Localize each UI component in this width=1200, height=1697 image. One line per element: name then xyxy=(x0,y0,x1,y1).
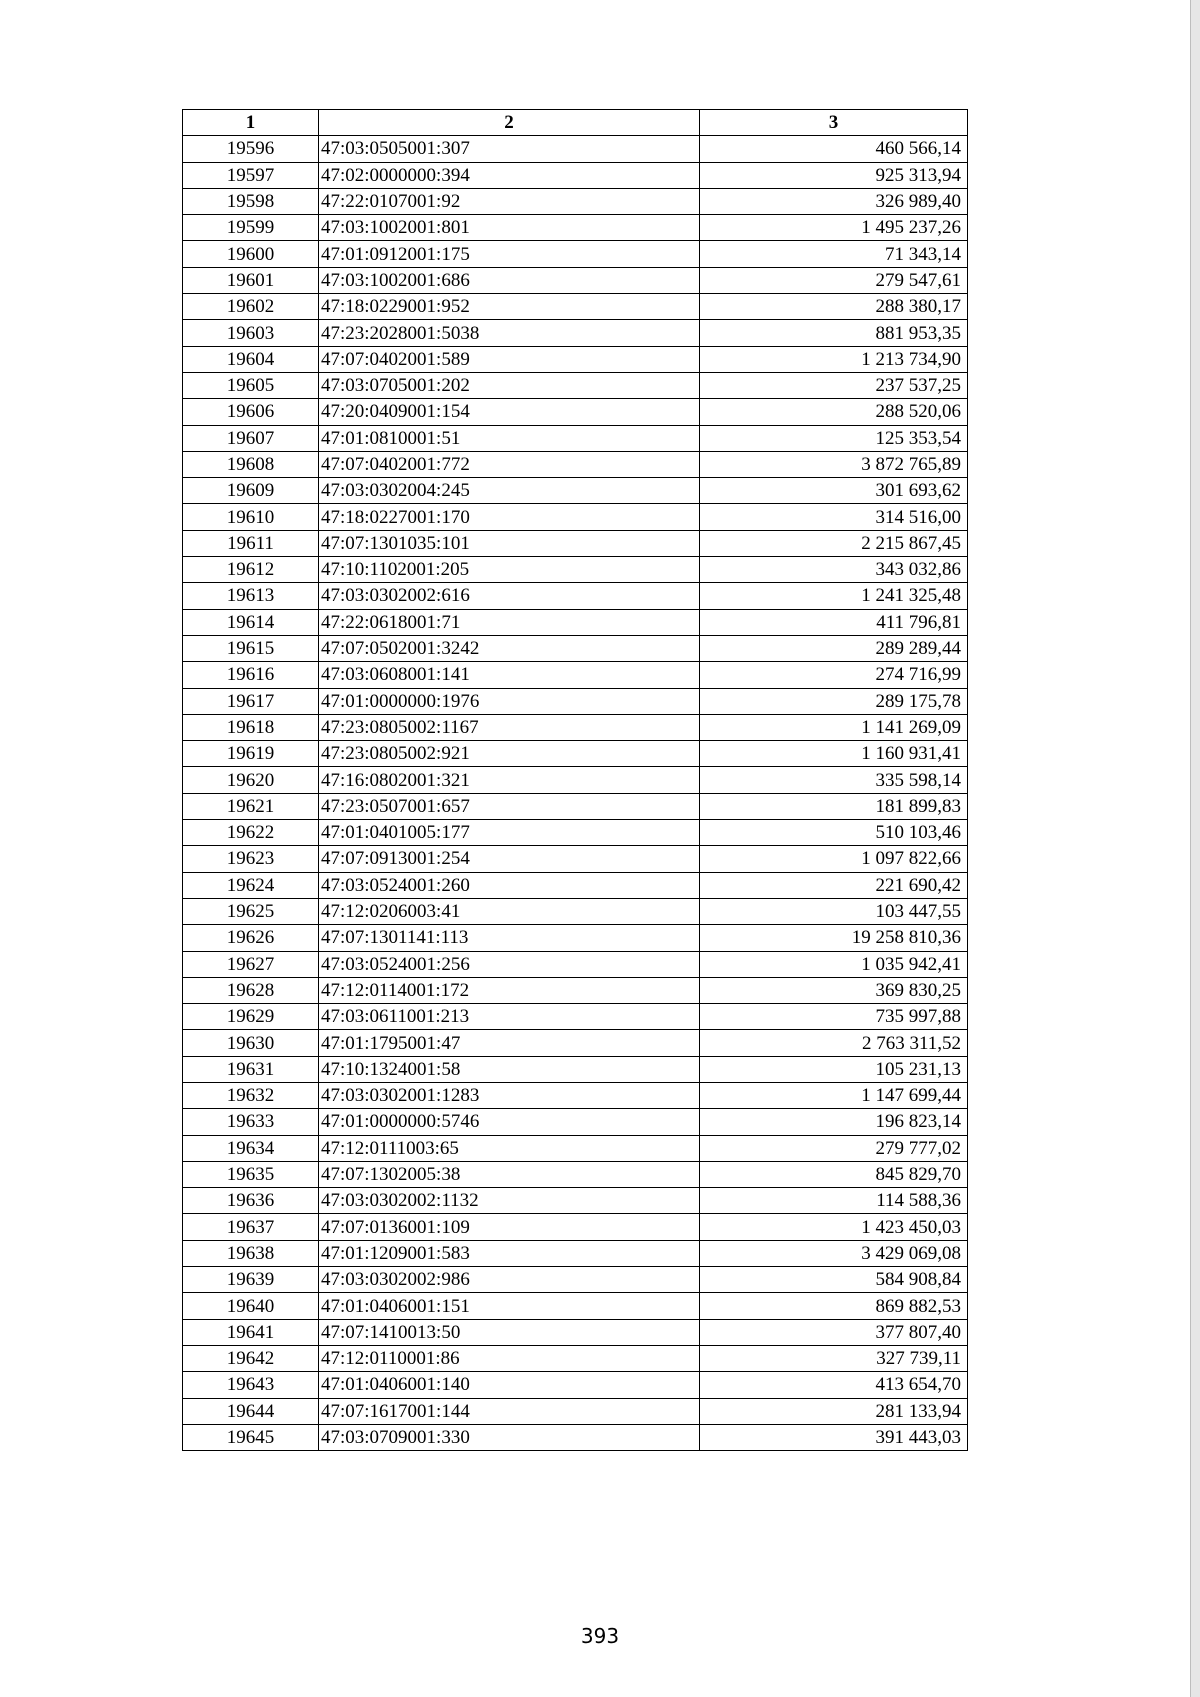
value-cell: 314 516,00 xyxy=(700,504,968,530)
cadastral-number-cell: 47:18:0229001:952 xyxy=(319,294,700,320)
value-cell: 279 777,02 xyxy=(700,1135,968,1161)
cadastral-number-cell: 47:03:0608001:141 xyxy=(319,662,700,688)
table-row xyxy=(183,557,968,583)
cadastral-number-cell: 47:20:0409001:154 xyxy=(319,399,700,425)
cadastral-number-cell: 47:01:1795001:47 xyxy=(319,1030,700,1056)
row-number-cell: 19636 xyxy=(183,1188,319,1214)
table-row xyxy=(183,1214,968,1240)
value-cell: 460 566,14 xyxy=(700,136,968,162)
row-number-cell: 19619 xyxy=(183,741,319,767)
value-cell: 114 588,36 xyxy=(700,1188,968,1214)
table-row xyxy=(183,425,968,451)
value-cell: 1 495 237,26 xyxy=(700,215,968,241)
value-cell: 869 882,53 xyxy=(700,1293,968,1319)
table-row xyxy=(183,504,968,530)
value-cell: 845 829,70 xyxy=(700,1161,968,1187)
value-cell: 413 654,70 xyxy=(700,1372,968,1398)
row-number-cell: 19606 xyxy=(183,399,319,425)
table-row xyxy=(183,583,968,609)
page-number: 393 xyxy=(580,1624,620,1648)
table-row xyxy=(183,793,968,819)
table-row xyxy=(183,188,968,214)
cadastral-number-cell: 47:23:2028001:5038 xyxy=(319,320,700,346)
row-number-cell: 19630 xyxy=(183,1030,319,1056)
table-row xyxy=(183,136,968,162)
value-cell: 196 823,14 xyxy=(700,1109,968,1135)
table-row xyxy=(183,872,968,898)
value-cell: 326 989,40 xyxy=(700,188,968,214)
table-row xyxy=(183,478,968,504)
row-number-cell: 19640 xyxy=(183,1293,319,1319)
cadastral-number-cell: 47:03:0524001:256 xyxy=(319,951,700,977)
value-cell: 1 213 734,90 xyxy=(700,346,968,372)
row-number-cell: 19622 xyxy=(183,820,319,846)
table-row xyxy=(183,1267,968,1293)
column-header-2: 2 xyxy=(319,110,700,136)
table-row xyxy=(183,320,968,346)
cadastral-number-cell: 47:07:0402001:772 xyxy=(319,451,700,477)
cadastral-number-cell: 47:07:0402001:589 xyxy=(319,346,700,372)
table-row xyxy=(183,898,968,924)
row-number-cell: 19607 xyxy=(183,425,319,451)
cadastral-number-cell: 47:23:0805002:1167 xyxy=(319,714,700,740)
row-number-cell: 19616 xyxy=(183,662,319,688)
value-cell: 584 908,84 xyxy=(700,1267,968,1293)
cadastral-number-cell: 47:01:0406001:151 xyxy=(319,1293,700,1319)
value-cell: 288 380,17 xyxy=(700,294,968,320)
page-edge xyxy=(1190,0,1200,1697)
cadastral-number-cell: 47:03:0524001:260 xyxy=(319,872,700,898)
table-header xyxy=(183,110,968,136)
cadastral-number-cell: 47:07:0913001:254 xyxy=(319,846,700,872)
row-number-cell: 19624 xyxy=(183,872,319,898)
row-number-cell: 19635 xyxy=(183,1161,319,1187)
cadastral-number-cell: 47:07:0502001:3242 xyxy=(319,635,700,661)
value-cell: 71 343,14 xyxy=(700,241,968,267)
row-number-cell: 19597 xyxy=(183,162,319,188)
cadastral-number-cell: 47:01:0810001:51 xyxy=(319,425,700,451)
row-number-cell: 19603 xyxy=(183,320,319,346)
table-row xyxy=(183,162,968,188)
row-number-cell: 19612 xyxy=(183,557,319,583)
row-number-cell: 19638 xyxy=(183,1240,319,1266)
table-row xyxy=(183,1293,968,1319)
row-number-cell: 19596 xyxy=(183,136,319,162)
cadastral-number-cell: 47:07:1302005:38 xyxy=(319,1161,700,1187)
table-row xyxy=(183,1240,968,1266)
row-number-cell: 19642 xyxy=(183,1345,319,1371)
row-number-cell: 19598 xyxy=(183,188,319,214)
table-row xyxy=(183,714,968,740)
row-number-cell: 19601 xyxy=(183,267,319,293)
cadastral-number-cell: 47:18:0227001:170 xyxy=(319,504,700,530)
row-number-cell: 19625 xyxy=(183,898,319,924)
row-number-cell: 19645 xyxy=(183,1424,319,1450)
table-row xyxy=(183,451,968,477)
cadastral-number-cell: 47:03:0302002:1132 xyxy=(319,1188,700,1214)
value-cell: 377 807,40 xyxy=(700,1319,968,1345)
row-number-cell: 19634 xyxy=(183,1135,319,1161)
cadastral-number-cell: 47:12:0110001:86 xyxy=(319,1345,700,1371)
value-cell: 103 447,55 xyxy=(700,898,968,924)
cadastral-number-cell: 47:03:0302001:1283 xyxy=(319,1082,700,1108)
cadastral-number-cell: 47:03:1002001:686 xyxy=(319,267,700,293)
cadastral-number-cell: 47:01:0912001:175 xyxy=(319,241,700,267)
value-cell: 125 353,54 xyxy=(700,425,968,451)
cadastral-number-cell: 47:03:0302002:986 xyxy=(319,1267,700,1293)
table-row xyxy=(183,530,968,556)
table-row xyxy=(183,1372,968,1398)
row-number-cell: 19613 xyxy=(183,583,319,609)
table-row xyxy=(183,767,968,793)
table-row xyxy=(183,399,968,425)
table-row xyxy=(183,1030,968,1056)
row-number-cell: 19618 xyxy=(183,714,319,740)
cadastral-number-cell: 47:01:0401005:177 xyxy=(319,820,700,846)
table-row xyxy=(183,372,968,398)
table-row xyxy=(183,1082,968,1108)
table-row xyxy=(183,688,968,714)
row-number-cell: 19631 xyxy=(183,1056,319,1082)
table-row xyxy=(183,1056,968,1082)
table-row xyxy=(183,635,968,661)
cadastral-number-cell: 47:23:0507001:657 xyxy=(319,793,700,819)
table-row xyxy=(183,1135,968,1161)
value-cell: 105 231,13 xyxy=(700,1056,968,1082)
row-number-cell: 19610 xyxy=(183,504,319,530)
row-number-cell: 19620 xyxy=(183,767,319,793)
table-row xyxy=(183,346,968,372)
cadastral-number-cell: 47:03:0302004:245 xyxy=(319,478,700,504)
cadastral-number-cell: 47:01:0000000:1976 xyxy=(319,688,700,714)
table-row xyxy=(183,267,968,293)
cadastral-number-cell: 47:02:0000000:394 xyxy=(319,162,700,188)
table-row xyxy=(183,977,968,1003)
row-number-cell: 19614 xyxy=(183,609,319,635)
cadastral-number-cell: 47:22:0107001:92 xyxy=(319,188,700,214)
table-row xyxy=(183,1161,968,1187)
value-cell: 925 313,94 xyxy=(700,162,968,188)
column-header-3: 3 xyxy=(700,110,968,136)
value-cell: 279 547,61 xyxy=(700,267,968,293)
cadastral-number-cell: 47:07:0136001:109 xyxy=(319,1214,700,1240)
table-row xyxy=(183,1424,968,1450)
row-number-cell: 19604 xyxy=(183,346,319,372)
value-cell: 2 763 311,52 xyxy=(700,1030,968,1056)
value-cell: 3 429 069,08 xyxy=(700,1240,968,1266)
table-body xyxy=(183,136,968,1451)
cadastral-number-cell: 47:16:0802001:321 xyxy=(319,767,700,793)
row-number-cell: 19609 xyxy=(183,478,319,504)
value-cell: 1 097 822,66 xyxy=(700,846,968,872)
value-cell: 1 147 699,44 xyxy=(700,1082,968,1108)
row-number-cell: 19599 xyxy=(183,215,319,241)
cadastral-number-cell: 47:12:0206003:41 xyxy=(319,898,700,924)
cadastral-number-cell: 47:12:0114001:172 xyxy=(319,977,700,1003)
value-cell: 289 175,78 xyxy=(700,688,968,714)
row-number-cell: 19623 xyxy=(183,846,319,872)
value-cell: 1 141 269,09 xyxy=(700,714,968,740)
value-cell: 2 215 867,45 xyxy=(700,530,968,556)
value-cell: 369 830,25 xyxy=(700,977,968,1003)
row-number-cell: 19617 xyxy=(183,688,319,714)
value-cell: 1 035 942,41 xyxy=(700,951,968,977)
row-number-cell: 19602 xyxy=(183,294,319,320)
row-number-cell: 19643 xyxy=(183,1372,319,1398)
table-row xyxy=(183,1345,968,1371)
cadastral-number-cell: 47:07:1301035:101 xyxy=(319,530,700,556)
value-cell: 335 598,14 xyxy=(700,767,968,793)
value-cell: 1 241 325,48 xyxy=(700,583,968,609)
row-number-cell: 19611 xyxy=(183,530,319,556)
row-number-cell: 19632 xyxy=(183,1082,319,1108)
table-row xyxy=(183,662,968,688)
table-row xyxy=(183,741,968,767)
value-cell: 1 160 931,41 xyxy=(700,741,968,767)
value-cell: 274 716,99 xyxy=(700,662,968,688)
cadastral-number-cell: 47:01:0000000:5746 xyxy=(319,1109,700,1135)
cadastral-number-cell: 47:01:1209001:583 xyxy=(319,1240,700,1266)
value-cell: 411 796,81 xyxy=(700,609,968,635)
value-cell: 391 443,03 xyxy=(700,1424,968,1450)
cadastral-number-cell: 47:07:1301141:113 xyxy=(319,925,700,951)
row-number-cell: 19600 xyxy=(183,241,319,267)
table-row xyxy=(183,241,968,267)
table-row xyxy=(183,1109,968,1135)
cadastral-number-cell: 47:03:0709001:330 xyxy=(319,1424,700,1450)
cadastral-number-cell: 47:12:0111003:65 xyxy=(319,1135,700,1161)
value-cell: 343 032,86 xyxy=(700,557,968,583)
cadastral-number-cell: 47:03:0611001:213 xyxy=(319,1004,700,1030)
row-number-cell: 19621 xyxy=(183,793,319,819)
value-cell: 735 997,88 xyxy=(700,1004,968,1030)
table-row xyxy=(183,925,968,951)
value-cell: 3 872 765,89 xyxy=(700,451,968,477)
row-number-cell: 19641 xyxy=(183,1319,319,1345)
value-cell: 289 289,44 xyxy=(700,635,968,661)
table-row xyxy=(183,1188,968,1214)
cadastral-number-cell: 47:07:1617001:144 xyxy=(319,1398,700,1424)
value-cell: 19 258 810,36 xyxy=(700,925,968,951)
table-row xyxy=(183,846,968,872)
row-number-cell: 19608 xyxy=(183,451,319,477)
table-row xyxy=(183,820,968,846)
value-cell: 181 899,83 xyxy=(700,793,968,819)
row-number-cell: 19626 xyxy=(183,925,319,951)
column-header-1: 1 xyxy=(183,110,319,136)
value-cell: 221 690,42 xyxy=(700,872,968,898)
cadastral-number-cell: 47:01:0406001:140 xyxy=(319,1372,700,1398)
table-row xyxy=(183,294,968,320)
table-row xyxy=(183,951,968,977)
row-number-cell: 19605 xyxy=(183,372,319,398)
cadastral-number-cell: 47:10:1324001:58 xyxy=(319,1056,700,1082)
cadastral-number-cell: 47:10:1102001:205 xyxy=(319,557,700,583)
value-cell: 510 103,46 xyxy=(700,820,968,846)
row-number-cell: 19628 xyxy=(183,977,319,1003)
cadastral-number-cell: 47:03:0505001:307 xyxy=(319,136,700,162)
cadastral-number-cell: 47:23:0805002:921 xyxy=(319,741,700,767)
cadastral-number-cell: 47:07:1410013:50 xyxy=(319,1319,700,1345)
header-row xyxy=(183,110,968,136)
value-cell: 288 520,06 xyxy=(700,399,968,425)
cadastral-number-cell: 47:03:1002001:801 xyxy=(319,215,700,241)
row-number-cell: 19633 xyxy=(183,1109,319,1135)
table-row xyxy=(183,609,968,635)
row-number-cell: 19637 xyxy=(183,1214,319,1240)
cadastral-number-cell: 47:03:0705001:202 xyxy=(319,372,700,398)
value-cell: 237 537,25 xyxy=(700,372,968,398)
value-cell: 301 693,62 xyxy=(700,478,968,504)
table-row xyxy=(183,1004,968,1030)
row-number-cell: 19644 xyxy=(183,1398,319,1424)
row-number-cell: 19639 xyxy=(183,1267,319,1293)
table-row xyxy=(183,1319,968,1345)
cadastral-number-cell: 47:22:0618001:71 xyxy=(319,609,700,635)
row-number-cell: 19627 xyxy=(183,951,319,977)
value-cell: 327 739,11 xyxy=(700,1345,968,1371)
value-cell: 281 133,94 xyxy=(700,1398,968,1424)
cadastral-number-cell: 47:03:0302002:616 xyxy=(319,583,700,609)
row-number-cell: 19615 xyxy=(183,635,319,661)
data-table xyxy=(182,109,968,1451)
table-row xyxy=(183,215,968,241)
row-number-cell: 19629 xyxy=(183,1004,319,1030)
value-cell: 1 423 450,03 xyxy=(700,1214,968,1240)
table-row xyxy=(183,1398,968,1424)
value-cell: 881 953,35 xyxy=(700,320,968,346)
